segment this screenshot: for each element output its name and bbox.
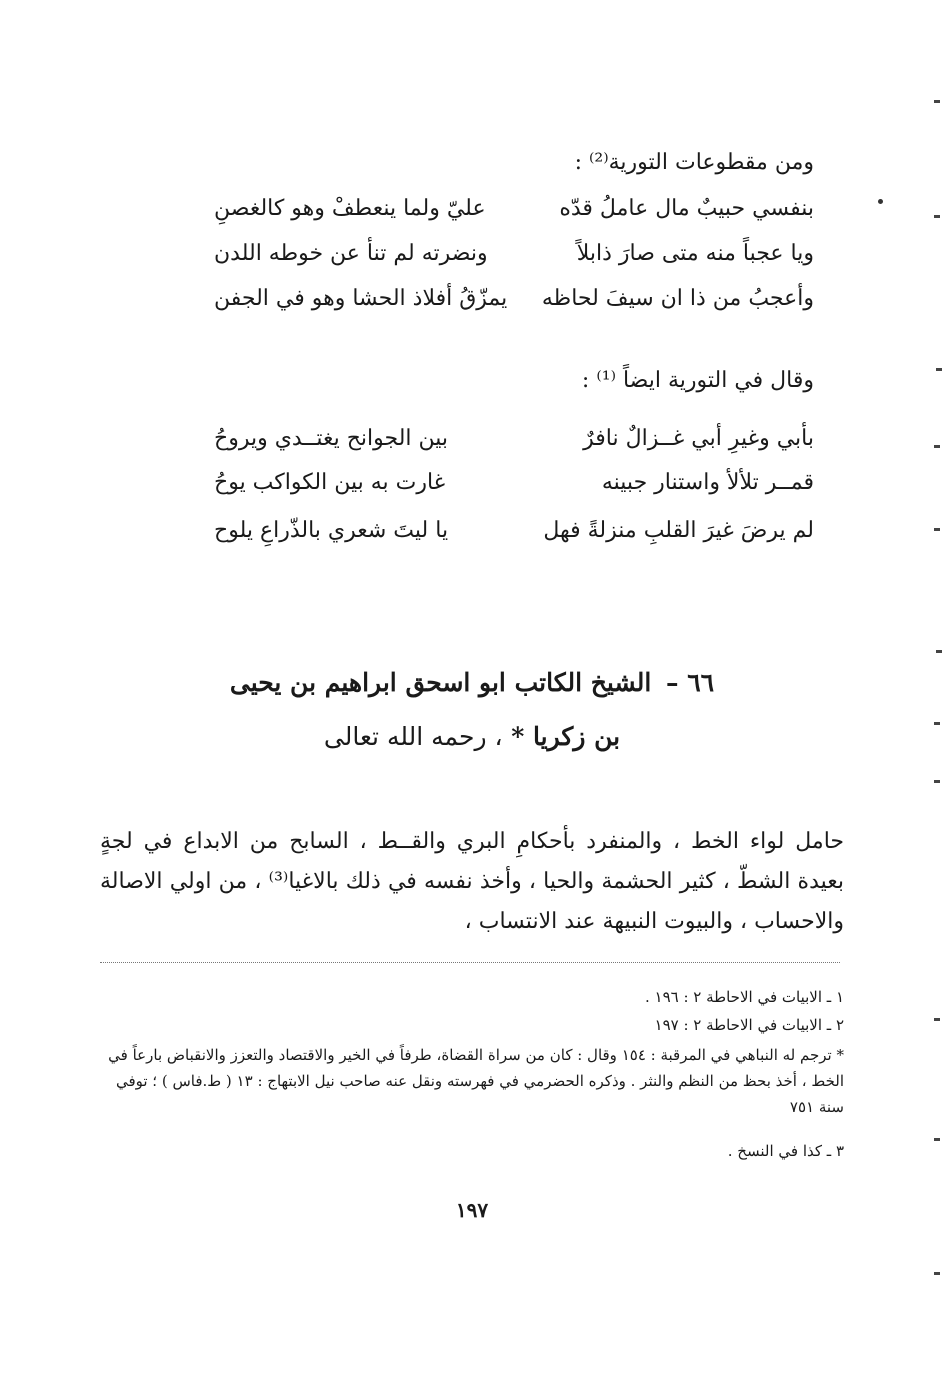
verse-1-2 [214, 241, 814, 285]
footnote-3: ٣ ـ كذا في النسخ . [727, 1142, 844, 1160]
verse-hemistich-first: بنفسي حبيبٌ مال عاملُ قدّه [559, 196, 814, 221]
verse-hemistich-first: قمــر تلألأ واستنار جبينه [601, 470, 814, 495]
entry-title-continued: بن زكريا * [511, 722, 621, 751]
verse-hemistich-first: وأعجبُ من ذا ان سيفَ لحاظه [541, 286, 814, 311]
footnote-2: ٢ ـ الابيات في الاحاطة ٢ : ١٩٧ [654, 1016, 844, 1034]
scan-dot [878, 199, 883, 204]
verse-2-2 [214, 470, 814, 514]
verse-hemistich-second: غارت به بين الكواكب يوحُ [214, 470, 446, 495]
scan-mark [934, 722, 940, 725]
scan-mark [936, 368, 942, 371]
page-number: ١٩٧ [455, 1198, 489, 1222]
verse-hemistich-first: ويا عجباً منه متى صارَ ذابلاً [576, 241, 814, 266]
scan-mark [934, 780, 940, 783]
verse-hemistich-second: عليّ ولما ينعطفْ وهو كالغصنِ [214, 196, 486, 221]
verse-hemistich-second: يا ليتَ شعري بالذّراعِ يلوح [214, 518, 449, 543]
verse-hemistich-second: بين الجوانح يغتــدي ويروحُ [214, 426, 449, 451]
entry-number: ٦٦ – [666, 668, 715, 697]
scan-mark [934, 215, 940, 218]
section1-intro: ومن مقطوعات التورية⁽²⁾ : [574, 150, 814, 175]
scan-mark [934, 1018, 940, 1021]
scan-mark [934, 100, 940, 103]
footnote-biography: * ترجم له النباهي في المرقبة : ١٥٤ وقال : كان من سراة القضاة، طرفاً في الخير والاقتصاد والتعزز والانقباض بارعاً في الخط ، أخذ بحظ من النظم والنثر . وذكره الحضرمي في فهرسته ونقل عنه صاحب نيل الابتهاج : ١٣ ( ط.فاس ) ؛ توفي سنة ٧٥١ [108, 1046, 844, 1116]
entry-title: الشيخ الكاتب ابو اسحق ابراهيم بن يحيى [229, 668, 652, 697]
scan-mark [934, 445, 940, 448]
verse-2-3 [214, 518, 814, 562]
verse-1-3 [214, 286, 814, 330]
footnote-separator [100, 962, 840, 963]
verse-1-1 [214, 196, 814, 240]
section2-intro: وقال في التورية ايضاً ⁽¹⁾ : [581, 368, 814, 393]
verse-hemistich-second: يمزّقُ أفلاذ الحشا وهو في الجفن [214, 286, 508, 311]
verse-hemistich-first: بأبي وغيرِ أبي غــزالٌ نافرٌ [583, 426, 814, 451]
entry-heading-line2 [0, 722, 944, 751]
scan-mark [934, 528, 940, 531]
verse-hemistich-first: لم يرضَ غيرَ القلبِ منزلةً فهل [543, 518, 814, 543]
verse-2-1 [214, 426, 814, 470]
entry-title-blessing: ، رحمه الله تعالى [323, 722, 503, 751]
verse-hemistich-second: ونضرته لم تنأ عن خوطه اللدن [214, 241, 488, 266]
entry-heading-line1 [0, 668, 944, 697]
body-paragraph: حامل لواء الخط ، والمنفرد بأحكامِ البري والقــط ، السابح من الابداع في لجةٍ بعيدة الشطّ ، كثير الحشمة والحيا ، وأخذ نفسه في ذلك بالاغيا⁽³⁾ ، من اولي الاصالة والاحساب ، والبيوت النبيهة عند الانتساب ، [100, 829, 844, 934]
scan-mark [934, 1138, 940, 1141]
scan-mark [934, 1272, 940, 1275]
footnote-1: ١ ـ الابيات في الاحاطة ٢ : ١٩٦ . [644, 988, 844, 1006]
scan-mark [936, 650, 942, 653]
